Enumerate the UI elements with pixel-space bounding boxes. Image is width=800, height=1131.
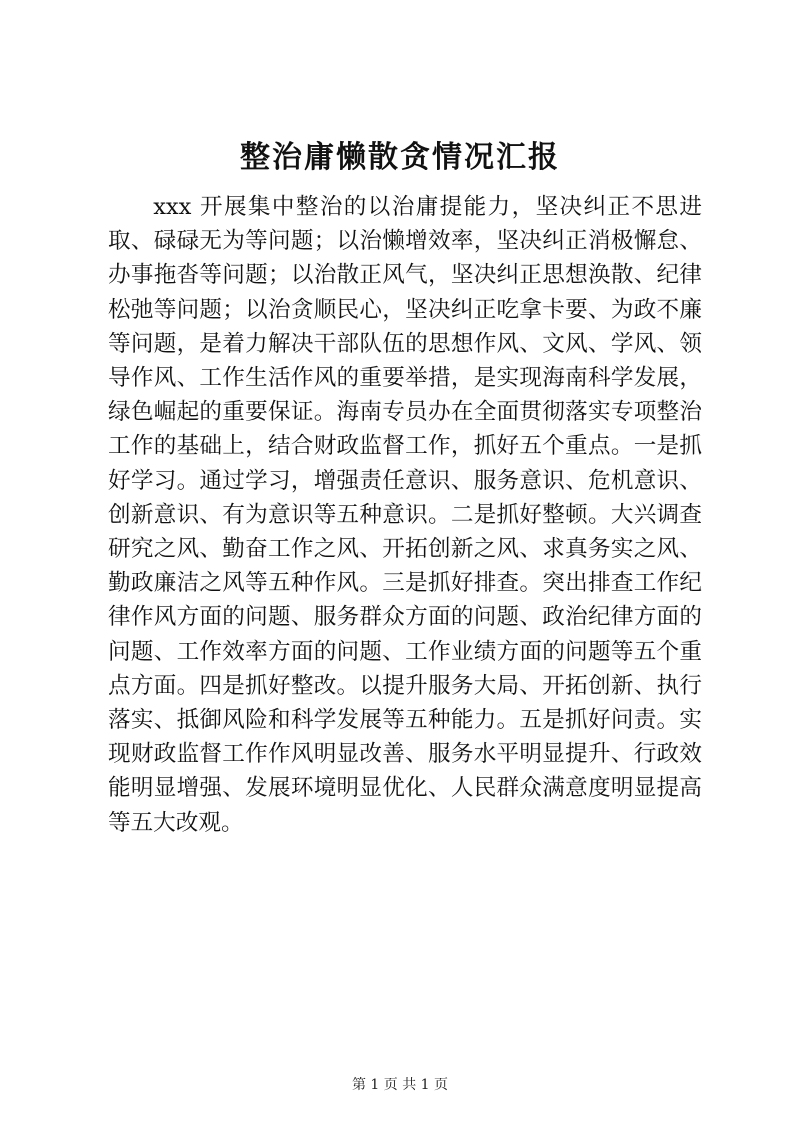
document-title: 整治庸懒散贪情况汇报 xyxy=(240,140,560,175)
document-body-paragraph: xxx 开展集中整治的以治庸提能力，坚决纠正不思进取、碌碌无为等问题；以治懒增效率，坚决纠正消极懈怠、办事拖沓等问题；以治散正风气，坚决纠正思想涣散、纪律松弛等问题；以治贪顺民心，坚决纠正吃拿卡要、为政不廉等问题，是着力解决干部队伍的思想作风、文风、学风、领导作风、工作生活作风的重要举措，是实现海南科学发展，绿色崛起的重要保证。海南专员办在全面贯彻落实专项整治工作的基础上，结合财政监督工作，抓好五个重点。一是抓好学习。通过学习，增强责任意识、服务意识、危机意识、创新意识、有为意识等五种意识。二是抓好整顿。大兴调查研究之风、勤奋工作之风、开拓创新之风、求真务实之风、勤政廉洁之风等五种作风。三是抓好排查。突出排查工作纪律作风方面的问题、服务群众方面的问题、政治纪律方面的问题、工作效率方面的问题、工作业绩方面的问题等五个重点方面。四是抓好整改。以提升服务大局、开拓创新、执行落实、抵御风险和科学发展等五种能力。五是抓好问责。实现财政监督工作作风明显改善、服务水平明显提升、行政效能明显增强、发展环境明显优化、人民群众满意度明显提高等五大改观。 xyxy=(108,194,702,836)
page-number-footer: 第 1 页 共 1 页 xyxy=(351,1077,449,1093)
